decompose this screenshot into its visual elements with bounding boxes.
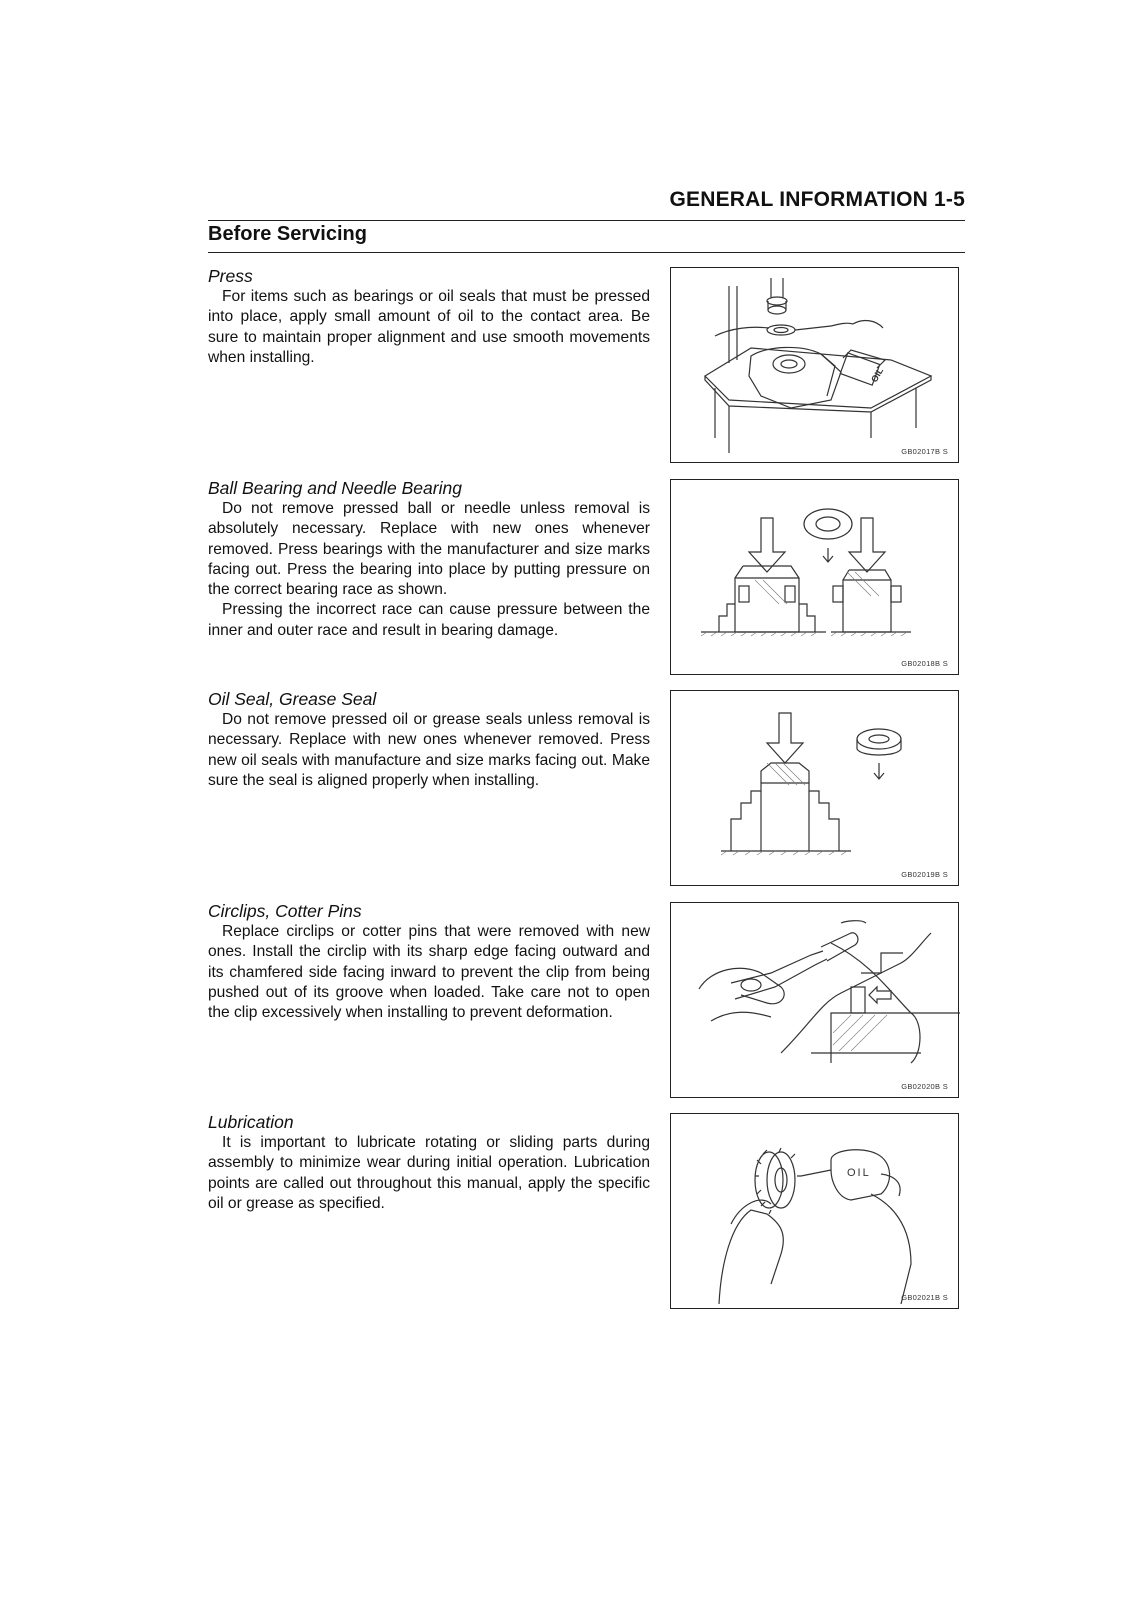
figure-code: GB02020B S [901, 1082, 948, 1091]
paragraph: For items such as bearings or oil seals that must be pressed into place, apply small amount of oil to the contact area. Be sure to maintain proper alignment and use smooth movements when installing. [208, 288, 650, 366]
section-press [208, 265, 650, 368]
oil-can-label: OIL [869, 366, 886, 384]
circlip-pliers-illustration [671, 903, 960, 1099]
bearing-press-diagram [671, 480, 960, 676]
paragraph: Do not remove pressed ball or needle unless removal is absolutely necessary. Replace with new ones whenever removed. Press bearings with the manufacturer and size marks facing out. Press the bearing into place by putting pressure on the correct bearing race as shown. [208, 500, 650, 599]
section-heading: Before Servicing [208, 223, 367, 245]
section-oil-seal [208, 688, 650, 791]
figure-code: GB02017B S [901, 447, 948, 456]
paragraph: Replace circlips or cotter pins that were removed with new ones. Install the circlip with its sharp edge facing outward and its chamfered side facing inward to prevent the clip from being pushed out of its groove when loaded. Take care not to open the clip excessively when installing to prevent deformation. [208, 923, 650, 1022]
paragraph: It is important to lubricate rotating or sliding parts during assembly to minimize wear during initial operation. Lubrication points are called out throughout this manual, apply the specific oil or grease as specified. [208, 1134, 650, 1212]
figure-code: GB02019B S [901, 870, 948, 879]
figure-lubrication [670, 1113, 959, 1309]
figure-press [670, 267, 959, 463]
section-circlips [208, 900, 650, 1023]
section-title: Circlips, Cotter Pins [208, 901, 362, 921]
figure-code: GB02018B S [901, 659, 948, 668]
figure-code: GB02021B S [901, 1293, 948, 1302]
section-title: Press [208, 266, 253, 286]
paragraph: Pressing the incorrect race can cause pressure between the inner and outer race and result in bearing damage. [208, 601, 650, 639]
oil-seal-diagram [671, 691, 960, 887]
lubrication-illustration [671, 1114, 960, 1310]
section-heading-rule [208, 252, 965, 253]
press-illustration [671, 268, 960, 464]
figure-oil-seal [670, 690, 959, 886]
page-header-title: GENERAL INFORMATION 1-5 [669, 188, 965, 211]
section-lubrication [208, 1111, 650, 1214]
section-title: Oil Seal, Grease Seal [208, 689, 377, 709]
figure-ball-bearing [670, 479, 959, 675]
section-title: Lubrication [208, 1112, 294, 1132]
section-ball-bearing [208, 477, 650, 641]
section-title: Ball Bearing and Needle Bearing [208, 478, 462, 498]
oil-bottle-label: OIL [847, 1167, 871, 1179]
paragraph: Do not remove pressed oil or grease seals unless removal is necessary. Replace with new ones whenever removed. Press new oil seals with manufacture and size marks facing out. Make sure the seal is aligned properly when installing. [208, 711, 650, 789]
figure-circlips [670, 902, 959, 1098]
header-rule [208, 220, 965, 221]
